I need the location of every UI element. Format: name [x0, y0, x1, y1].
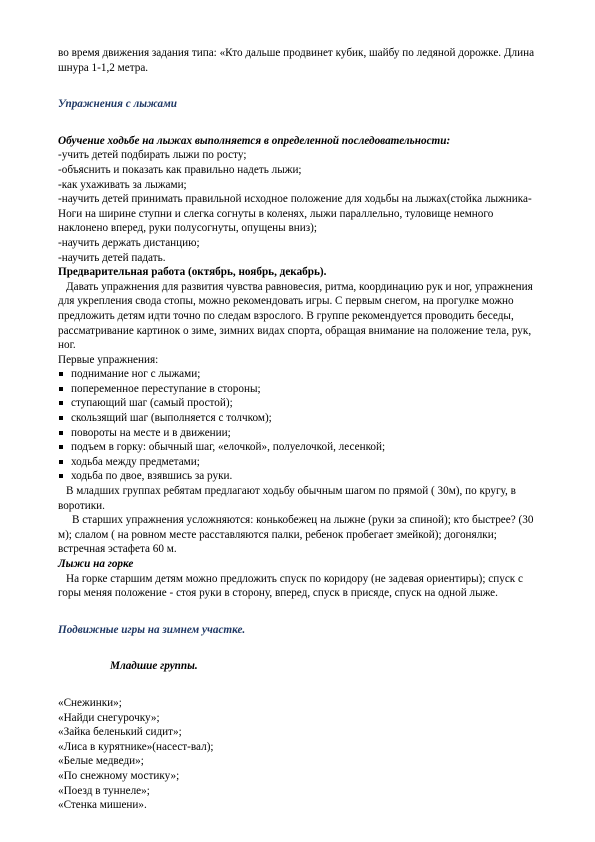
list-item: ступающий шаг (самый простой); [58, 396, 554, 411]
first-exercises-label: Первые упражнения: [58, 353, 159, 366]
hill-text-line: горы меняя положение - стоя руки в сторону, вперед, спуск в присяде, спуск на одной лыже. [58, 587, 498, 600]
hill-skiing-heading: Лыжи на горке [58, 558, 134, 570]
game-item: «Белые медведи»; [58, 755, 144, 768]
learning-step: -как ухаживать за лыжами; [58, 178, 187, 191]
game-item: «По снежному мостику»; [58, 769, 180, 782]
list-item: подъем в горку: обычный шаг, «елочкой», полуелочкой, лесенкой; [58, 440, 554, 455]
game-item: «Поезд в туннеле»; [58, 784, 150, 797]
ski-exercises-heading: Упражнения с лыжами [58, 98, 177, 111]
list-item: ходьба по двое, взявшись за руки. [58, 469, 554, 484]
outdoor-games-heading: Подвижные игры на зимнем участке. [58, 623, 246, 636]
prep-text-line: предложить детям идти точно по следам взрослого. В группе рекомендуется проводить беседы, [58, 309, 514, 322]
prep-text-line: Давать упражнения для развития чувства равновесия, ритма, координацию рук и ног, упражнения [66, 280, 533, 293]
junior-groups-heading: Младшие группы. [110, 660, 198, 673]
first-exercises-list [58, 367, 554, 484]
list-item: поднимание ног с лыжами; [58, 367, 554, 382]
game-item: «Лиса в курятнике»(насест-вал); [58, 740, 214, 753]
list-item: скользящий шаг (выполняется с толчком); [58, 411, 554, 426]
list-item: ходьба между предметами; [58, 455, 554, 470]
senior-text-line: В старших упражнения усложняются: конькобежец на лыжне (руки за спиной); кто быстрее? (30 [72, 514, 534, 527]
senior-text-line: м); слалом ( на ровном месте расставляются палки, ребенок пробегает змейкой); догонялки; [58, 528, 497, 541]
learning-step: -учить детей подбирать лыжи по росту; [58, 149, 247, 162]
preparatory-work-heading: Предварительная работа (октябрь, ноябрь, декабрь). [58, 266, 327, 279]
intro-line-1: во время движения задания типа: «Кто дальше продвинет кубик, шайбу по ледяной дорожке. Длина [58, 47, 535, 59]
learning-step: Ноги на ширине ступни и слегка согнуты в коленях, лыжи параллельно, туловище немного [58, 207, 494, 220]
learning-step: -научить детей падать. [58, 251, 166, 264]
game-item: «Стенка мишени». [58, 799, 147, 812]
learning-heading: Обучение ходьбе на лыжах выполняется в определенной последовательности: [58, 134, 451, 147]
learning-step: наклонено вперед, руки полусогнуты, опущены вниз); [58, 222, 317, 235]
prep-text-line: для укрепления свода стопы, можно рекомендовать игры. С первым снегом, на прогулке можно [58, 295, 514, 308]
senior-text-line: встречная эстафета 60 м. [58, 543, 177, 556]
junior-text-line: В младших группах ребятам предлагают ходьбу обычным шагом по прямой ( 30м), по кругу, в [66, 485, 516, 498]
junior-text-line: воротики. [58, 499, 105, 512]
list-item: попеременное переступание в стороны; [58, 382, 554, 397]
learning-step: -научить держать дистанцию; [58, 236, 200, 249]
learning-step: -объяснить и показать как правильно надеть лыжи; [58, 163, 302, 176]
learning-step: -научить детей принимать правильной исходное положение для ходьбы на лыжах(стойка лыжника- [58, 193, 532, 206]
game-item: «Найди снегурочку»; [58, 711, 160, 724]
prep-text-line: рассматривание картинок о зиме, зимних видах спорта, обращая внимание на положение тела, рук, [58, 324, 532, 337]
game-item: «Зайка беленький сидит»; [58, 726, 182, 739]
hill-text-line: На горке старшим детям можно предложить спуск по коридору (не задевая ориентиры); спуск с [66, 572, 524, 585]
game-item: «Снежинки»; [58, 696, 122, 709]
prep-text-line: ног. [58, 339, 76, 352]
list-item: повороты на месте и в движении; [58, 426, 554, 441]
document-page [58, 46, 554, 813]
intro-line-2: шнура 1-1,2 метра. [58, 61, 149, 74]
